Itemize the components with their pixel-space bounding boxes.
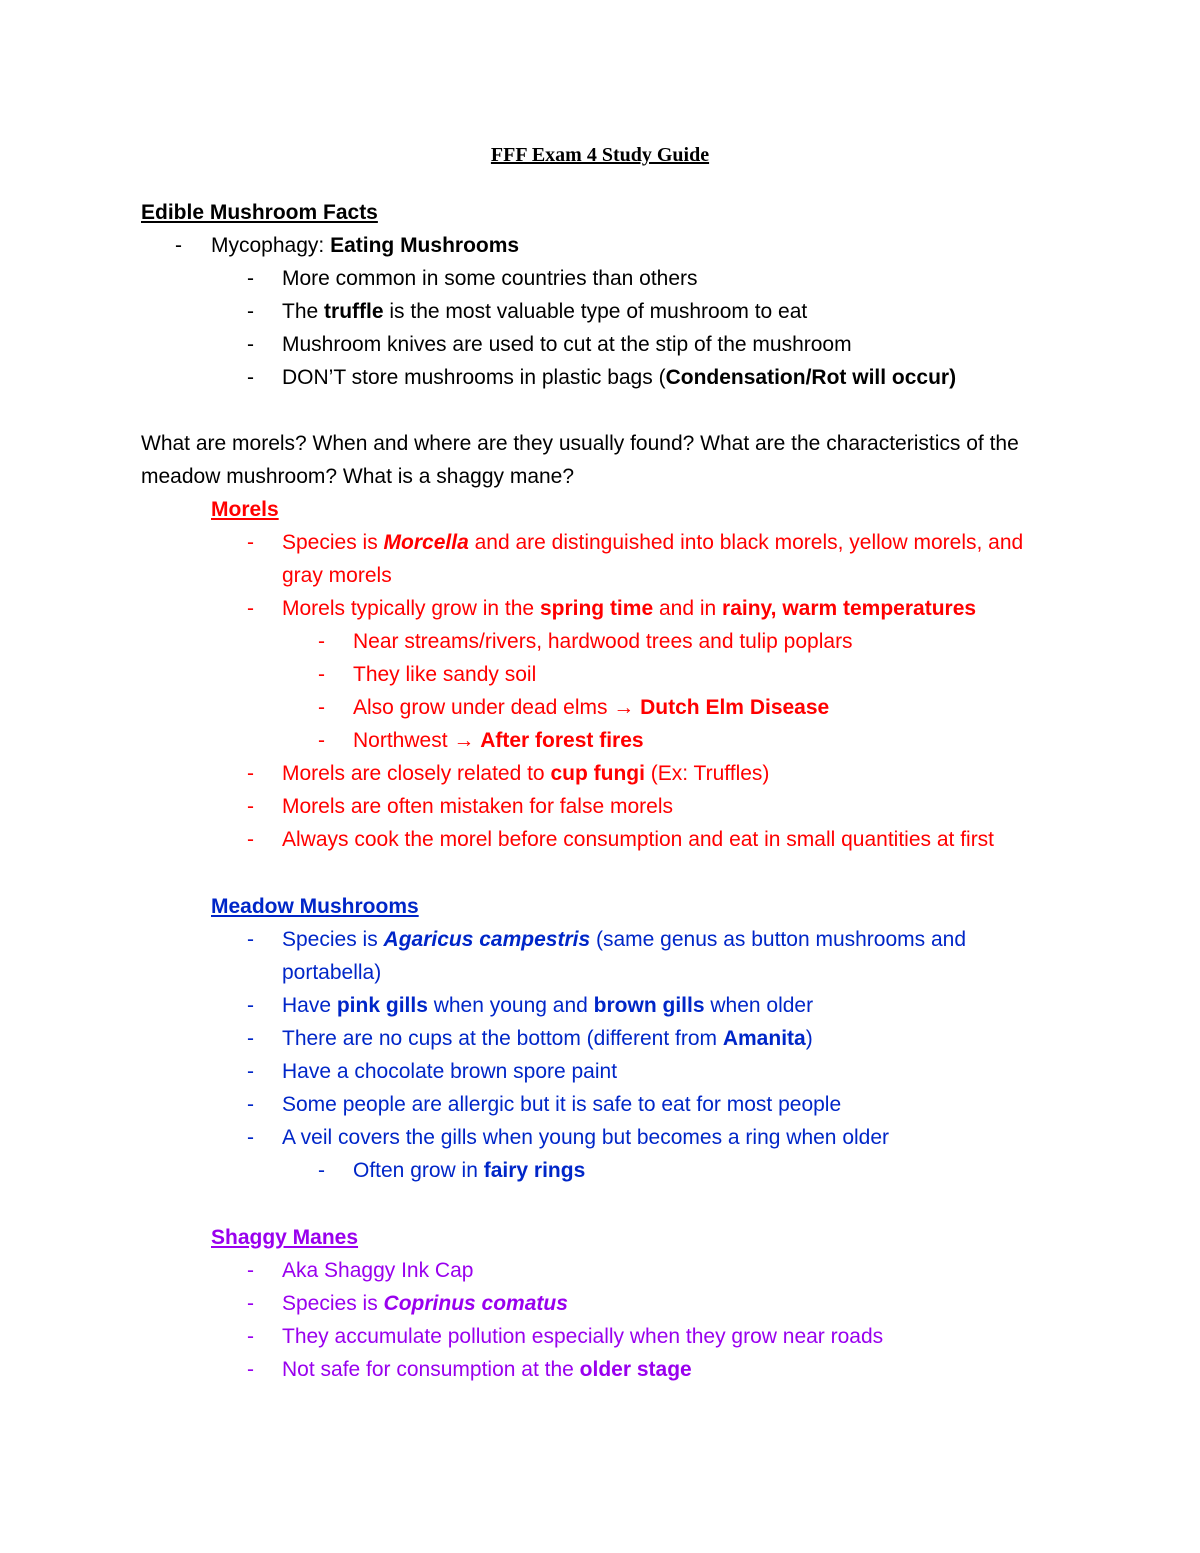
morels-bullet-1-cont: gray morels [282, 564, 392, 587]
shaggy-bullet-1: Aka Shaggy Ink Cap [282, 1259, 474, 1282]
shaggy-bullet-2: Species is Coprinus comatus [282, 1292, 568, 1315]
edible-bullet-4: DON’T store mushrooms in plastic bags (Condensation/Rot will occur) [282, 366, 957, 389]
bullet-dash: - [247, 1126, 254, 1149]
bullet-dash: - [247, 1358, 254, 1381]
bullet-dash: - [247, 1093, 254, 1116]
bullet-dash: - [247, 1292, 254, 1315]
bullet-dash: - [318, 729, 325, 752]
morels-bullet-2: Morels typically grow in the spring time and in rainy, warm temperatures [282, 597, 977, 620]
bullet-dash: - [318, 630, 325, 653]
bullet-dash: - [247, 994, 254, 1017]
meadow-bullet-4: Have a chocolate brown spore paint [282, 1060, 618, 1083]
shaggy-heading: Shaggy Manes [211, 1226, 359, 1249]
meadow-bullet-6: A veil covers the gills when young but becomes a ring when older [282, 1126, 890, 1149]
bullet-dash: - [247, 1259, 254, 1282]
morels-sub-1: Near streams/rivers, hardwood trees and tulip poplars [353, 630, 853, 653]
meadow-sub-1: Often grow in fairy rings [353, 1159, 586, 1182]
meadow-bullet-3: There are no cups at the bottom (different from Amanita) [282, 1027, 813, 1050]
question-line-2: meadow mushroom? What is a shaggy mane? [141, 465, 575, 488]
morels-bullet-1: Species is Morcella and are distinguished into black morels, yellow morels, and [282, 531, 1024, 554]
bullet-dash: - [247, 828, 254, 851]
edible-heading: Edible Mushroom Facts [141, 201, 378, 224]
morels-sub-3: Also grow under dead elms → Dutch Elm Disease [353, 696, 830, 719]
edible-bullet-2: The truffle is the most valuable type of mushroom to eat [282, 300, 808, 323]
shaggy-bullet-4: Not safe for consumption at the older stage [282, 1358, 692, 1381]
meadow-bullet-5: Some people are allergic but it is safe to eat for most people [282, 1093, 842, 1116]
meadow-heading: Meadow Mushrooms [211, 895, 419, 918]
bullet-dash: - [247, 333, 254, 356]
morels-heading: Morels [211, 498, 279, 521]
meadow-bullet-1: Species is Agaricus campestris (same genus as button mushrooms and [282, 928, 967, 951]
bullet-dash: - [247, 531, 254, 554]
bullet-dash: - [247, 267, 254, 290]
bullet-dash: - [247, 795, 254, 818]
morels-bullet-3: Morels are closely related to cup fungi (Ex: Truffles) [282, 762, 770, 785]
bullet-dash: - [247, 1060, 254, 1083]
edible-bullet-1: More common in some countries than others [282, 267, 698, 290]
bullet-dash: - [247, 1027, 254, 1050]
bullet-dash: - [318, 696, 325, 719]
edible-bullet-3: Mushroom knives are used to cut at the stip of the mushroom [282, 333, 852, 356]
bullet-dash: - [247, 597, 254, 620]
bullet-dash: - [247, 366, 254, 389]
morels-sub-4: Northwest → After forest fires [353, 729, 644, 752]
document-title: FFF Exam 4 Study Guide [490, 144, 710, 166]
bullet-dash: - [247, 762, 254, 785]
question-line-1: What are morels? When and where are they usually found? What are the characteristics of the [141, 432, 1019, 455]
meadow-bullet-2: Have pink gills when young and brown gills when older [282, 994, 814, 1017]
morels-sub-2: They like sandy soil [353, 663, 537, 686]
morels-bullet-4: Morels are often mistaken for false morels [282, 795, 673, 818]
bullet-dash: - [247, 300, 254, 323]
morels-bullet-5: Always cook the morel before consumption and eat in small quantities at first [282, 828, 995, 851]
bullet-dash: - [247, 1325, 254, 1348]
bullet-dash: - [247, 928, 254, 951]
bullet-dash: - [318, 663, 325, 686]
meadow-bullet-1-cont: portabella) [282, 961, 382, 984]
mycophagy-line: Mycophagy: Eating Mushrooms [211, 234, 520, 257]
bullet-dash: - [318, 1159, 325, 1182]
shaggy-bullet-3: They accumulate pollution especially when they grow near roads [282, 1325, 884, 1348]
bullet-dash: - [175, 234, 182, 257]
